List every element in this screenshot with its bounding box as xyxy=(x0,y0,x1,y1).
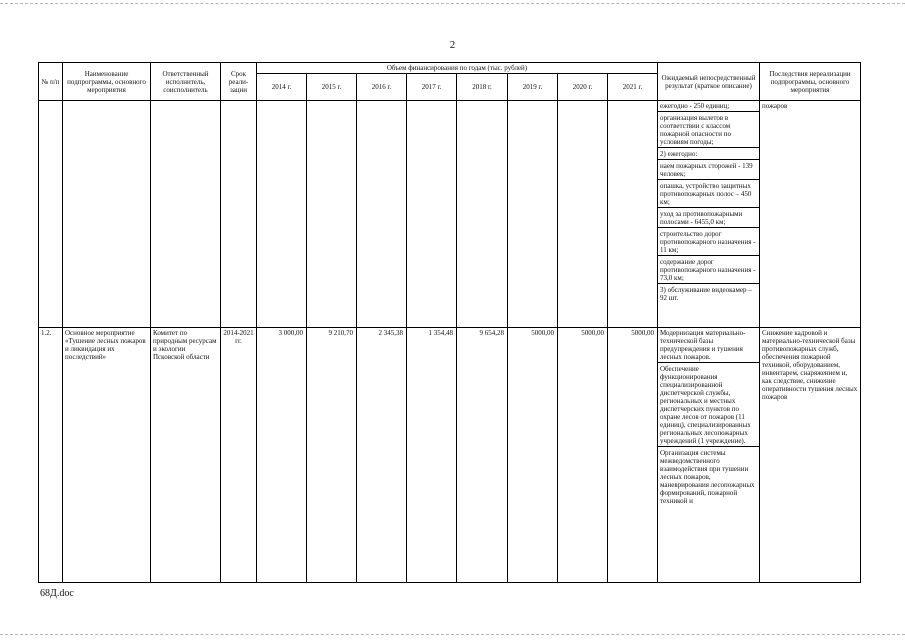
result-item: 2) ежегодно: xyxy=(658,150,759,160)
header-year: 2020 г. xyxy=(558,74,608,101)
cell-result-continuation xyxy=(658,101,760,328)
result-item: 3) обслуживание видеокамер – 92 шт. xyxy=(660,286,752,302)
cell-empty xyxy=(457,101,508,328)
cell-empty xyxy=(63,101,151,328)
footer-filename: 68Д.doc xyxy=(40,588,74,599)
header-funding-group: Объем финансирования по годам (тыс. рублей) xyxy=(257,63,658,74)
cell-value-2021: 5000,00 xyxy=(608,328,658,583)
table-row-continuation xyxy=(39,101,861,328)
result-item: уход за противопожарными полосами - 6455,0 км; xyxy=(658,210,759,228)
result-item: Организация системы межведомственного взаимодействия при тушении лесных пожаров, маневрирования лесопожарных формирований, пожарной техникой и xyxy=(660,449,755,505)
header-year: 2018 г. xyxy=(457,74,508,101)
cell-value-2018: 9 654,28 xyxy=(457,328,508,583)
cell-value-2014: 3 000,00 xyxy=(257,328,307,583)
result-item: ежегодно - 250 единиц; xyxy=(658,102,759,112)
cell-empty xyxy=(407,101,457,328)
header-row xyxy=(39,63,861,74)
cell-consequences-continuation: пожаров xyxy=(760,101,861,328)
header-year: 2017 г. xyxy=(407,74,457,101)
result-item: содержание дорог противопожарного назначения - 73,0 км; xyxy=(658,258,759,284)
header-name: Наименование подпрограммы, основного мероприятия xyxy=(63,63,151,101)
result-item: Модернизация материально-технической базы предупреждения и тушения лесных пожаров. xyxy=(658,329,759,363)
header-year: 2016 г. xyxy=(357,74,407,101)
cell-empty xyxy=(608,101,658,328)
cell-value-2015: 9 210,70 xyxy=(307,328,357,583)
top-scan-edge xyxy=(0,3,905,4)
cell-term: 2014-2021 гг. xyxy=(221,328,257,583)
header-year: 2021 г. xyxy=(608,74,658,101)
cell-name: Основное мероприятие «Тушение лесных пожаров и ликвидация их последствий» xyxy=(63,328,151,583)
cell-empty xyxy=(257,101,307,328)
cell-empty xyxy=(558,101,608,328)
header-num: № п/п xyxy=(39,63,63,101)
result-item: Обеспечение функционирования специализированной диспетчерской службы, региональных и местных диспетчерских пунктов по охране лесов от пожаров (11 единиц), специализированных региональных лесопожарных учреждений (1 учреждение). xyxy=(658,365,759,447)
header-result: Ожидаемый непосредственный результат (краткое описание) xyxy=(658,63,760,101)
cell-value-2019: 5000,00 xyxy=(508,328,558,583)
cell-value-2017: 1 354,48 xyxy=(407,328,457,583)
cell-consequences: Снижение кадровой и материально-технической базы противопожарных служб, обеспечения пожарной техникой, оборудованием, инвентарем, снаряжением и, как следствие, снижение оперативности тушения лесных пожаров xyxy=(760,328,861,583)
header-term: Срок реали-зации xyxy=(221,63,257,101)
bottom-scan-edge xyxy=(0,634,905,635)
header-year: 2014 г. xyxy=(257,74,307,101)
cell-value-2020: 5000,00 xyxy=(558,328,608,583)
cell-result xyxy=(658,328,760,583)
result-item: организация вылетов в соответствии с классом пожарной опасности по условиям погоды; xyxy=(658,114,759,148)
header-responsible: Ответственный исполнитель, соисполнитель xyxy=(151,63,221,101)
page-number: 2 xyxy=(449,39,456,51)
result-item: строительство дорог противопожарного назначения - 11 км; xyxy=(658,230,759,256)
result-item: опашка, устройство защитных противопожарных полос – 450 км; xyxy=(658,182,759,208)
cell-empty xyxy=(39,101,63,328)
header-year: 2019 г. xyxy=(508,74,558,101)
cell-responsible: Комитет по природным ресурсам и экологии Псковской области xyxy=(151,328,221,583)
cell-empty xyxy=(221,101,257,328)
cell-empty xyxy=(508,101,558,328)
cell-empty xyxy=(307,101,357,328)
header-consequences: Последствия нереализации подпрограммы, основного мероприятия xyxy=(760,63,861,101)
cell-num: 1.2. xyxy=(39,328,63,583)
cell-empty xyxy=(357,101,407,328)
header-year: 2015 г. xyxy=(307,74,357,101)
result-item: наем пожарных сторожей - 139 человек; xyxy=(658,162,759,180)
cell-value-2016: 2 345,38 xyxy=(357,328,407,583)
table-row-1-2 xyxy=(39,328,861,583)
program-table xyxy=(38,62,861,583)
cell-empty xyxy=(151,101,221,328)
